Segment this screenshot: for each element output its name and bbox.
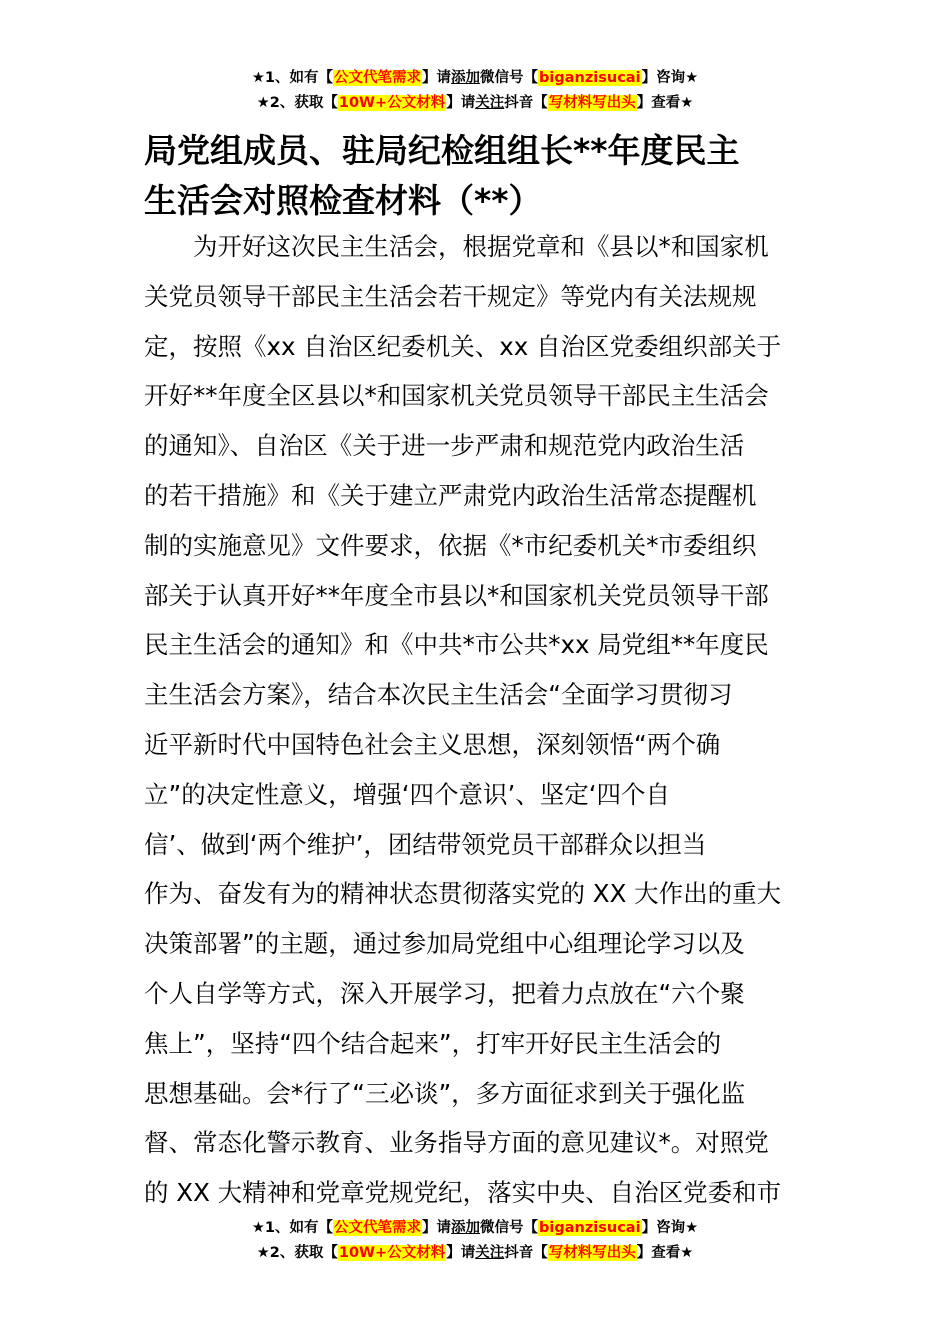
promo-text: 抖音【 xyxy=(504,1245,548,1261)
promo-underline: 添加 xyxy=(451,1220,481,1236)
promo-text: 】咨询★ xyxy=(641,1220,699,1236)
promo-line-2 xyxy=(0,1241,950,1266)
body-line: 信’、做到‘两个维护’，团结带领党员干部群众以担当 xyxy=(144,829,707,859)
title-line: 局党组成员、驻局纪检组组长**年度民主 xyxy=(144,131,740,170)
promo-text: ★2、获取【 xyxy=(256,1245,338,1261)
header-promo-banner xyxy=(0,66,950,116)
body-line: 的 XX 大精神和党章党规党纪，落实中央、自治区党委和市 xyxy=(144,1178,782,1208)
promo-underline: 添加 xyxy=(451,70,481,86)
promo-text: ★1、如有【 xyxy=(251,70,334,86)
promo-underline: 关注 xyxy=(475,1245,505,1261)
body-line: 督、常态化警示教育、业务指导方面的意见建议*。对照党 xyxy=(144,1128,769,1158)
body-line: 部关于认真开好**年度全市县以*和国家机关党员领导干部 xyxy=(144,580,769,610)
promo-text: 】咨询★ xyxy=(641,70,699,86)
body-line: 民主生活会的通知》和《中共*市公共*xx 局党组**年度民 xyxy=(144,630,769,660)
body-line: 作为、奋发有为的精神状态贯彻落实党的 XX 大作出的重大 xyxy=(144,879,782,909)
promo-highlight: biganzisucai xyxy=(539,70,641,86)
body-line: 的若干措施》和《关于建立严肃党内政治生活常态提醒机 xyxy=(144,480,757,510)
document-title xyxy=(144,126,814,226)
promo-highlight: biganzisucai xyxy=(539,1220,641,1236)
title-line: 生活会对照检查材料（**） xyxy=(144,181,542,220)
promo-highlight: 写材料写出头 xyxy=(548,1245,636,1261)
promo-text: ★1、如有【 xyxy=(251,1220,334,1236)
promo-text: 微信号【 xyxy=(480,70,539,86)
promo-text: 】查看★ xyxy=(636,1245,694,1261)
promo-line-1 xyxy=(0,66,950,91)
promo-text: ★2、获取【 xyxy=(256,95,338,111)
promo-highlight: 公文代笔需求 xyxy=(334,1220,422,1236)
promo-text: 微信号【 xyxy=(480,1220,539,1236)
body-line: 近平新时代中国特色社会主义思想，深刻领悟“两个确 xyxy=(144,729,721,759)
body-line: 为开好这次民主生活会，根据党章和《县以*和国家机 xyxy=(144,232,769,261)
promo-highlight: 10W+公文材料 xyxy=(338,1245,446,1261)
promo-text: 】请 xyxy=(422,1220,452,1236)
body-line: 立”的决定性意义，增强‘四个意识’、坚定‘四个自 xyxy=(144,779,671,809)
promo-text: 】查看★ xyxy=(636,95,694,111)
body-line: 制的实施意见》文件要求，依据《*市纪委机关*市委组织 xyxy=(144,530,757,560)
promo-line-2 xyxy=(0,91,950,116)
body-line: 焦上”，坚持“四个结合起来”，打牢开好民主生活会的 xyxy=(144,1028,722,1058)
promo-highlight: 公文代笔需求 xyxy=(334,70,422,86)
body-line: 关党员领导干部民主生活会若干规定》等党内有关法规规 xyxy=(144,281,757,311)
body-line: 决策部署”的主题，通过参加局党组中心组理论学习以及 xyxy=(144,929,745,959)
body-line: 的通知》、自治区《关于进一步严肃和规范党内政治生活 xyxy=(144,431,745,461)
body-paragraph xyxy=(144,222,814,1218)
promo-text: 抖音【 xyxy=(504,95,548,111)
body-line: 定，按照《xx 自治区纪委机关、xx 自治区党委组织部关于 xyxy=(144,331,782,361)
promo-text: 】请 xyxy=(422,70,452,86)
promo-underline: 关注 xyxy=(475,95,505,111)
footer-promo-banner xyxy=(0,1216,950,1266)
promo-text: 】请 xyxy=(446,1245,476,1261)
promo-text: 】请 xyxy=(446,95,476,111)
body-line: 思想基础。会*行了“三必谈”，多方面征求到关于强化监 xyxy=(144,1078,746,1108)
body-line: 个人自学等方式，深入开展学习，把着力点放在“六个聚 xyxy=(144,978,745,1008)
body-line: 主生活会方案》，结合本次民主生活会“全面学习贯彻习 xyxy=(144,680,733,710)
body-line: 开好**年度全区县以*和国家机关党员领导干部民主生活会 xyxy=(144,381,769,411)
promo-line-1 xyxy=(0,1216,950,1241)
promo-highlight: 10W+公文材料 xyxy=(338,95,446,111)
promo-highlight: 写材料写出头 xyxy=(548,95,636,111)
